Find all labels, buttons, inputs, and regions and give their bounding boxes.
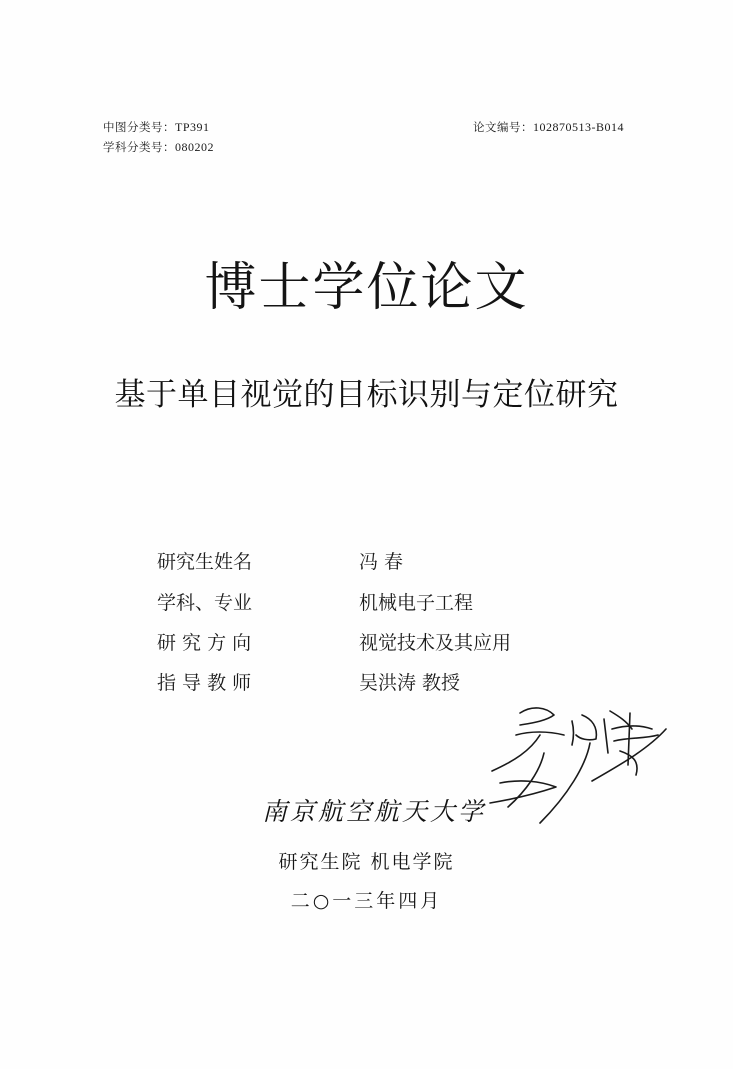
- info-label-research-direction: 研 究 方 向: [157, 632, 252, 654]
- info-row-major: [157, 588, 577, 616]
- info-value-research-direction: 视觉技术及其应用: [359, 632, 512, 654]
- subject-classification-value: 080202: [175, 140, 214, 154]
- info-label-supervisor: 指 导 教 师: [157, 672, 252, 694]
- thesis-title: 基于单目视觉的目标识别与定位研究: [114, 377, 619, 413]
- subject-classification: [103, 139, 214, 155]
- thesis-number-value: 102870513-B014: [533, 120, 624, 134]
- info-label-student-name: 研究生姓名: [157, 551, 253, 573]
- info-row-supervisor: [157, 668, 577, 696]
- supervisor-signature: [480, 695, 670, 835]
- subject-classification-label: 学科分类号：: [103, 140, 175, 154]
- info-row-research-direction: [157, 628, 577, 656]
- school-names: 研究生院 机电学院: [278, 851, 455, 873]
- info-value-student-name: 冯 春: [359, 551, 404, 573]
- cn-classification: [103, 119, 210, 135]
- university-name: 南京航空航天大学: [262, 797, 487, 826]
- cn-classification-value: TP391: [175, 120, 210, 134]
- info-label-major: 学科、专业: [157, 592, 253, 614]
- submission-date: 二○一三年四月: [290, 890, 443, 912]
- info-value-major: 机械电子工程: [359, 592, 474, 614]
- thesis-number: [473, 119, 624, 135]
- degree-title: 博士学位论文: [204, 258, 529, 318]
- cn-classification-label: 中图分类号：: [103, 120, 175, 134]
- thesis-number-label: 论文编号：: [473, 120, 533, 134]
- info-row-student-name: [157, 547, 577, 575]
- info-value-supervisor: 吴洪涛 教授: [359, 672, 461, 694]
